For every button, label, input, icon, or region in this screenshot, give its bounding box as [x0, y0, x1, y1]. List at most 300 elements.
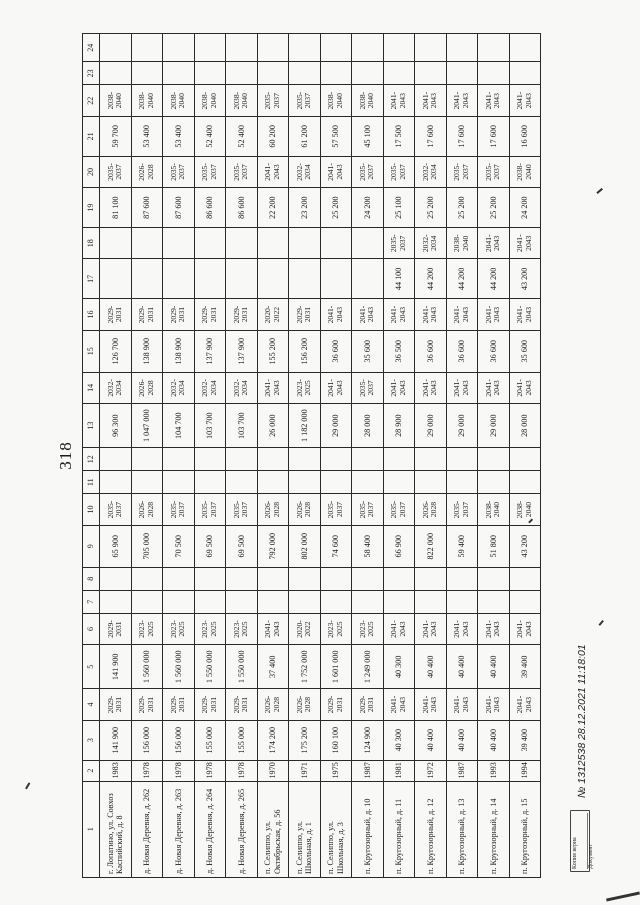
table-cell: 2029-2031: [226, 299, 258, 330]
table-cell: [163, 567, 195, 590]
table-cell: 1994: [509, 760, 541, 781]
table-cell: 1972: [415, 760, 447, 781]
table-cell: 2020-2022: [289, 613, 321, 644]
table-cell: 2023-2025: [352, 613, 384, 644]
table-cell: [415, 34, 447, 62]
table-cell: 155 200: [257, 330, 289, 372]
column-number-11: 11: [83, 471, 100, 494]
table-cell: 2041-2043: [383, 85, 415, 116]
table-cell: 2041-2043: [446, 689, 478, 720]
table-cell: 2035-2037: [383, 156, 415, 187]
table-cell: 2041-2043: [415, 85, 447, 116]
table-cell: 2041-2043: [478, 613, 510, 644]
table-cell: 2032-2034: [163, 372, 195, 403]
table-cell: [446, 567, 478, 590]
page-footer: [568, 33, 598, 878]
table-cell: 2023-2025: [320, 613, 352, 644]
table-cell: [352, 34, 384, 62]
rotated-landscape-content: [38, 33, 598, 878]
table-cell: 2038-2040: [131, 85, 163, 116]
table-cell: [131, 259, 163, 299]
table-cell: [257, 448, 289, 471]
table-cell: 53 400: [131, 116, 163, 156]
table-cell: 45 100: [352, 116, 384, 156]
table-cell: 2029-2031: [194, 299, 226, 330]
table-cell: 25 100: [383, 188, 415, 228]
table-cell: 2041-2043: [415, 613, 447, 644]
table-cell: 2035-2037: [100, 156, 132, 187]
table-cell: 2029-2031: [100, 299, 132, 330]
table-cell: 2041-2043: [478, 228, 510, 259]
table-row: [415, 34, 447, 878]
pen-tick-mark: [598, 620, 603, 626]
column-number-16: 16: [83, 299, 100, 330]
table-cell: [383, 62, 415, 85]
table-cell: [163, 62, 195, 85]
table-cell: [383, 567, 415, 590]
table-cell: 2038-2040: [194, 85, 226, 116]
table-cell: 2029-2031: [100, 613, 132, 644]
table-cell: [100, 590, 132, 613]
table-cell: 137 900: [226, 330, 258, 372]
table-cell: 23 200: [289, 188, 321, 228]
table-row: [383, 34, 415, 878]
table-cell: 40 400: [415, 645, 447, 689]
table-cell: [163, 34, 195, 62]
address-cell: п. Кругозорный, д. 14: [478, 781, 510, 877]
table-row: [320, 34, 352, 878]
table-cell: [320, 448, 352, 471]
table-row: [100, 34, 132, 878]
document-registration-number: № 1312538 28.12.2021 11:18:01: [576, 644, 588, 798]
stamp-line-1: Копия верна: [572, 837, 578, 869]
table-cell: [415, 448, 447, 471]
table-cell: 25 200: [478, 188, 510, 228]
table-cell: [226, 62, 258, 85]
table-cell: 2029-2031: [163, 689, 195, 720]
table-cell: 2023-2025: [194, 613, 226, 644]
table-cell: 35 600: [509, 330, 541, 372]
table-cell: 25 200: [320, 188, 352, 228]
table-cell: 74 600: [320, 525, 352, 567]
table-cell: 2029-2031: [289, 299, 321, 330]
table-cell: 59 700: [100, 116, 132, 156]
table-cell: 1971: [289, 760, 321, 781]
table-cell: 2032-2034: [289, 156, 321, 187]
table-cell: [446, 62, 478, 85]
table-cell: [446, 34, 478, 62]
table-cell: [509, 62, 541, 85]
table-cell: 1 182 000: [289, 404, 321, 448]
table-cell: 156 000: [131, 720, 163, 760]
table-cell: 2038-2040: [320, 85, 352, 116]
table-cell: 24 200: [509, 188, 541, 228]
table-cell: 2026-2028: [131, 156, 163, 187]
table-cell: 138 900: [131, 330, 163, 372]
column-number-row: [83, 34, 100, 878]
table-cell: [163, 448, 195, 471]
table-cell: 96 300: [100, 404, 132, 448]
table-cell: [289, 34, 321, 62]
column-number-23: 23: [83, 62, 100, 85]
table-cell: 1 047 000: [131, 404, 163, 448]
table-cell: [478, 448, 510, 471]
table-cell: 40 400: [478, 720, 510, 760]
table-cell: [131, 567, 163, 590]
table-cell: [194, 228, 226, 259]
table-cell: [226, 471, 258, 494]
table-cell: 141 900: [100, 645, 132, 689]
table-cell: [352, 62, 384, 85]
table-cell: [289, 590, 321, 613]
table-cell: 40 400: [415, 720, 447, 760]
table-cell: 39 400: [509, 720, 541, 760]
table-row: [478, 34, 510, 878]
table-cell: 2023-2025: [289, 372, 321, 403]
table-cell: 2038-2040: [509, 156, 541, 187]
table-cell: [415, 567, 447, 590]
table-cell: 2035-2037: [320, 494, 352, 525]
table-cell: 1 601 000: [320, 645, 352, 689]
table-cell: 2038-2040: [446, 228, 478, 259]
table-cell: 35 600: [352, 330, 384, 372]
table-cell: 174 200: [257, 720, 289, 760]
table-cell: 44 100: [383, 259, 415, 299]
table-cell: [352, 567, 384, 590]
column-number-22: 22: [83, 85, 100, 116]
table-cell: [320, 590, 352, 613]
table-cell: [383, 34, 415, 62]
table-cell: 25 200: [415, 188, 447, 228]
table-cell: 40 400: [478, 645, 510, 689]
table-cell: 36 500: [383, 330, 415, 372]
table-cell: 44 200: [478, 259, 510, 299]
table-cell: 2041-2043: [509, 85, 541, 116]
table-cell: 1978: [226, 760, 258, 781]
table-cell: [257, 590, 289, 613]
table-cell: [100, 567, 132, 590]
table-cell: 2029-2031: [131, 299, 163, 330]
table-cell: 70 500: [163, 525, 195, 567]
table-cell: 2038-2040: [163, 85, 195, 116]
table-cell: [194, 259, 226, 299]
table-cell: 2041-2043: [509, 689, 541, 720]
table-cell: 51 800: [478, 525, 510, 567]
table-cell: [289, 62, 321, 85]
table-cell: 2035-2037: [446, 156, 478, 187]
address-cell: п. Кругозорный, д. 11: [383, 781, 415, 877]
page-number: 318: [56, 441, 75, 470]
table-cell: 36 600: [478, 330, 510, 372]
table-cell: 156 200: [289, 330, 321, 372]
table-cell: 2035-2037: [446, 494, 478, 525]
table-cell: 1987: [446, 760, 478, 781]
table-cell: 802 000: [289, 525, 321, 567]
table-cell: 2029-2031: [226, 689, 258, 720]
table-cell: [446, 471, 478, 494]
table-cell: [289, 228, 321, 259]
table-cell: 137 900: [194, 330, 226, 372]
table-cell: [257, 228, 289, 259]
table-cell: 1993: [478, 760, 510, 781]
column-number-2: 2: [83, 760, 100, 781]
table-cell: [415, 62, 447, 85]
table-cell: 2032-2034: [226, 372, 258, 403]
table-cell: 2041-2043: [415, 299, 447, 330]
table-cell: 2035-2037: [100, 494, 132, 525]
table-cell: 2029-2031: [131, 689, 163, 720]
table-cell: 155 000: [226, 720, 258, 760]
table-cell: 2032-2034: [194, 372, 226, 403]
certification-stamp: [570, 810, 594, 872]
table-cell: 2038-2040: [478, 494, 510, 525]
table-cell: 103 700: [226, 404, 258, 448]
table-cell: [257, 471, 289, 494]
table-cell: 2041-2043: [415, 689, 447, 720]
column-number-7: 7: [83, 590, 100, 613]
table-cell: 2041-2043: [478, 299, 510, 330]
table-cell: [226, 567, 258, 590]
table-cell: 141 900: [100, 720, 132, 760]
table-cell: [100, 228, 132, 259]
table-cell: 2041-2043: [320, 156, 352, 187]
table-cell: 2026-2028: [289, 689, 321, 720]
table-cell: [289, 567, 321, 590]
table-cell: 1983: [100, 760, 132, 781]
table-cell: 44 200: [446, 259, 478, 299]
column-number-8: 8: [83, 567, 100, 590]
table-cell: [131, 228, 163, 259]
table-cell: [226, 228, 258, 259]
table-cell: 39 400: [509, 645, 541, 689]
table-cell: 87 600: [131, 188, 163, 228]
table-cell: 1981: [383, 760, 415, 781]
table-cell: 2026-2028: [131, 372, 163, 403]
table-cell: [100, 471, 132, 494]
table-cell: 1 752 000: [289, 645, 321, 689]
table-cell: [163, 228, 195, 259]
column-number-19: 19: [83, 188, 100, 228]
table-cell: 1975: [320, 760, 352, 781]
table-row: [257, 34, 289, 878]
table-cell: [257, 62, 289, 85]
stamp-divider: [579, 813, 588, 869]
table-cell: 16 600: [509, 116, 541, 156]
table-cell: [320, 259, 352, 299]
address-cell: п. Селиппо, ул. Школьная, д. 3: [320, 781, 352, 877]
table-row: [226, 34, 258, 878]
table-cell: 86 600: [226, 188, 258, 228]
stamp-line-2: Документ: [587, 843, 594, 869]
table-cell: [257, 259, 289, 299]
table-cell: 2035-2037: [383, 494, 415, 525]
table-cell: 2029-2031: [352, 689, 384, 720]
table-cell: 43 200: [509, 259, 541, 299]
table-row: [163, 34, 195, 878]
table-cell: [352, 448, 384, 471]
table-cell: [478, 34, 510, 62]
table-cell: 2038-2040: [509, 494, 541, 525]
table-cell: 2041-2043: [509, 372, 541, 403]
address-cell: п. Кругозорный, д. 13: [446, 781, 478, 877]
table-cell: [352, 590, 384, 613]
table-cell: [131, 62, 163, 85]
table-cell: [320, 228, 352, 259]
table-cell: 2038-2040: [352, 85, 384, 116]
table-cell: 65 900: [100, 525, 132, 567]
table-cell: 87 600: [163, 188, 195, 228]
table-cell: 103 700: [194, 404, 226, 448]
table-cell: [226, 448, 258, 471]
table-cell: [289, 471, 321, 494]
table-cell: 1978: [163, 760, 195, 781]
table-cell: 1 550 000: [194, 645, 226, 689]
table-cell: 28 000: [509, 404, 541, 448]
table-cell: 2041-2043: [383, 299, 415, 330]
table-cell: 69 500: [226, 525, 258, 567]
address-cell: п. Селиппо, ул. Октябрьская, д. 56: [257, 781, 289, 877]
address-cell: д. Новая Деревня, д. 263: [163, 781, 195, 877]
table-cell: [320, 567, 352, 590]
table-cell: 156 000: [163, 720, 195, 760]
table-cell: 24 200: [352, 188, 384, 228]
table-cell: 2032-2034: [100, 372, 132, 403]
table-cell: 59 400: [446, 525, 478, 567]
table-cell: 44 200: [415, 259, 447, 299]
table-row: [194, 34, 226, 878]
scan-edge-artifact: [606, 891, 640, 901]
table-row: [446, 34, 478, 878]
table-cell: [163, 590, 195, 613]
table-cell: 60 200: [257, 116, 289, 156]
address-cell: д. Новая Деревня, д. 265: [226, 781, 258, 877]
table-cell: [194, 448, 226, 471]
table-cell: [257, 34, 289, 62]
table-row: [352, 34, 384, 878]
table-cell: 1978: [194, 760, 226, 781]
table-cell: 1 249 000: [352, 645, 384, 689]
address-cell: п. Кругозорный, д. 12: [415, 781, 447, 877]
table-cell: 2026-2028: [131, 494, 163, 525]
table-cell: [383, 448, 415, 471]
column-number-14: 14: [83, 372, 100, 403]
table-cell: 52 400: [194, 116, 226, 156]
table-cell: 29 000: [415, 404, 447, 448]
table-cell: 28 900: [383, 404, 415, 448]
address-cell: п. Кругозорный, д. 10: [352, 781, 384, 877]
table-cell: [194, 34, 226, 62]
table-cell: 2041-2043: [383, 372, 415, 403]
table-cell: 2026-2028: [257, 494, 289, 525]
table-cell: 37 400: [257, 645, 289, 689]
column-number-20: 20: [83, 156, 100, 187]
table-cell: 705 000: [131, 525, 163, 567]
table-cell: [289, 259, 321, 299]
table-cell: 2035-2037: [257, 85, 289, 116]
table-cell: [383, 590, 415, 613]
column-number-21: 21: [83, 116, 100, 156]
table-cell: 160 100: [320, 720, 352, 760]
table-cell: 2041-2043: [320, 372, 352, 403]
table-cell: 2035-2037: [352, 372, 384, 403]
table-row: [131, 34, 163, 878]
table-cell: [289, 448, 321, 471]
table-cell: 2041-2043: [383, 689, 415, 720]
table-cell: 138 900: [163, 330, 195, 372]
table-cell: 2041-2043: [509, 613, 541, 644]
table-cell: [446, 590, 478, 613]
table-cell: [226, 259, 258, 299]
table-cell: 25 200: [446, 188, 478, 228]
table-cell: [320, 471, 352, 494]
table-cell: 1970: [257, 760, 289, 781]
table-cell: 2023-2025: [163, 613, 195, 644]
table-cell: [100, 259, 132, 299]
column-number-18: 18: [83, 228, 100, 259]
table-cell: 2041-2043: [446, 613, 478, 644]
table-cell: 2041-2043: [257, 613, 289, 644]
table-cell: [226, 590, 258, 613]
table-cell: 2041-2043: [352, 299, 384, 330]
table-cell: [194, 567, 226, 590]
table-cell: 2026-2028: [415, 494, 447, 525]
table-cell: 61 200: [289, 116, 321, 156]
table-cell: [100, 448, 132, 471]
table-cell: 29 000: [320, 404, 352, 448]
table-cell: 822 000: [415, 525, 447, 567]
table-cell: [352, 228, 384, 259]
table-cell: [352, 471, 384, 494]
address-cell: г. Лопатино, ул. Совхоз Каспийский, д. 8: [100, 781, 132, 877]
table-cell: 2035-2037: [194, 156, 226, 187]
table-cell: 66 900: [383, 525, 415, 567]
table-cell: 2035-2037: [163, 494, 195, 525]
table-cell: 2035-2037: [383, 228, 415, 259]
table-cell: 2029-2031: [163, 299, 195, 330]
table-cell: 2035-2037: [226, 494, 258, 525]
table-cell: 2038-2040: [226, 85, 258, 116]
table-cell: 2029-2031: [100, 689, 132, 720]
address-cell: п. Селиппо, ул. Школьная, д. 1: [289, 781, 321, 877]
table-cell: 2041-2043: [383, 613, 415, 644]
table-cell: 2041-2043: [257, 156, 289, 187]
table-cell: 29 000: [446, 404, 478, 448]
table-cell: 58 400: [352, 525, 384, 567]
column-number-10: 10: [83, 494, 100, 525]
address-cell: п. Кругозорный, д. 15: [509, 781, 541, 877]
table-cell: 86 600: [194, 188, 226, 228]
table-cell: [131, 34, 163, 62]
table-cell: 36 600: [320, 330, 352, 372]
table-cell: 1 550 000: [226, 645, 258, 689]
table-cell: 2041-2043: [478, 372, 510, 403]
table-cell: 40 400: [446, 720, 478, 760]
table-cell: 2035-2037: [194, 494, 226, 525]
table-cell: 2020-2022: [257, 299, 289, 330]
column-number-6: 6: [83, 613, 100, 644]
table-cell: 43 200: [509, 525, 541, 567]
table-cell: [509, 590, 541, 613]
table-cell: 2035-2037: [163, 156, 195, 187]
table-cell: [320, 34, 352, 62]
table-cell: 2032-2034: [415, 156, 447, 187]
table-cell: [478, 590, 510, 613]
column-number-9: 9: [83, 525, 100, 567]
table-cell: 2029-2031: [320, 689, 352, 720]
table-row: [509, 34, 541, 878]
table-cell: 2035-2037: [352, 494, 384, 525]
table-cell: 1 560 000: [131, 645, 163, 689]
